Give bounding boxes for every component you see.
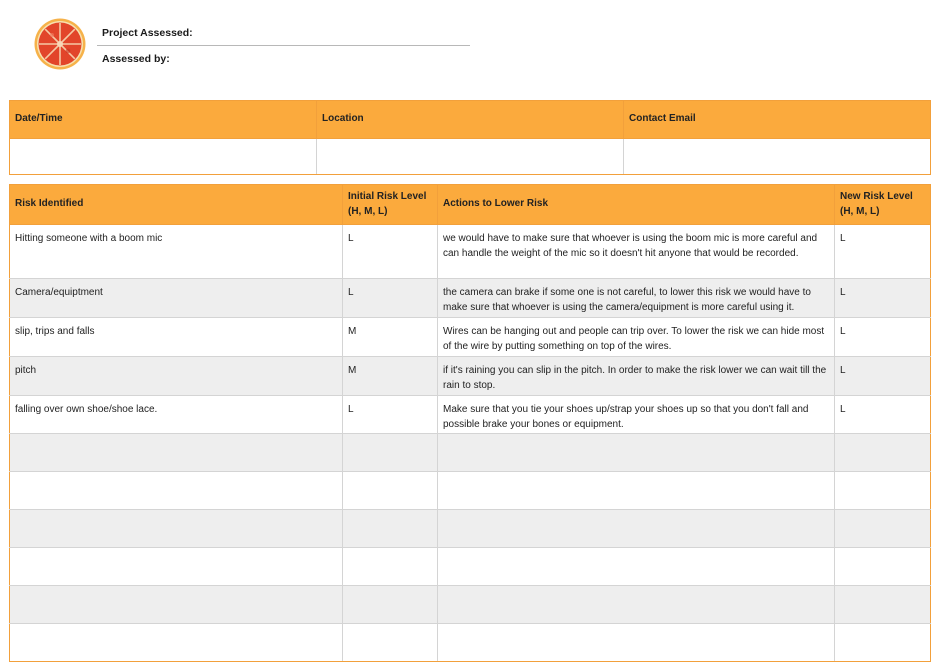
actions-cell[interactable]: Make sure that you tie your shoes up/strap your shoes up so that you don't fall and possible brake your bones or equipment.	[438, 396, 835, 434]
risk-cell[interactable]: Camera/equiptment	[10, 279, 343, 318]
initial-risk-level-header	[343, 185, 438, 225]
risk-cell[interactable]: Hitting someone with a boom mic	[10, 225, 343, 279]
actions-cell[interactable]: we would have to make sure that whoever is using the boom mic is more careful and can handle the weight of the mic so it doesn't hit anyone that would be recorded.	[438, 225, 835, 279]
info-table-row	[10, 139, 931, 175]
new-level-cell[interactable]	[835, 472, 931, 510]
risk-table-header	[10, 185, 931, 225]
table-row	[10, 586, 931, 624]
info-table-header	[10, 101, 931, 139]
table-row	[10, 279, 931, 318]
initial-level-cell[interactable]: M	[343, 318, 438, 357]
new-level-cell[interactable]	[835, 548, 931, 586]
header-divider	[97, 45, 470, 46]
risk-cell[interactable]	[10, 548, 343, 586]
new-risk-level-header-line2: (H, M, L)	[840, 205, 880, 217]
info-table	[9, 100, 931, 175]
assessed-by-label: Assessed by:	[102, 53, 170, 65]
new-level-cell[interactable]: L	[835, 318, 931, 357]
risk-cell[interactable]	[10, 510, 343, 548]
new-level-cell[interactable]: L	[835, 396, 931, 434]
initial-level-cell[interactable]: M	[343, 357, 438, 396]
date-time-cell[interactable]	[10, 139, 317, 175]
new-level-cell[interactable]: L	[835, 357, 931, 396]
table-row	[10, 225, 931, 279]
initial-level-cell[interactable]	[343, 548, 438, 586]
initial-risk-level-header-line2: (H, M, L)	[348, 205, 388, 217]
initial-level-cell[interactable]	[343, 586, 438, 624]
date-time-header: Date/Time	[10, 101, 317, 139]
new-level-cell[interactable]: L	[835, 225, 931, 279]
actions-cell[interactable]	[438, 624, 835, 662]
contact-email-header: Contact Email	[624, 101, 931, 139]
table-row	[10, 548, 931, 586]
table-row	[10, 318, 931, 357]
initial-level-cell[interactable]	[343, 624, 438, 662]
table-row	[10, 434, 931, 472]
risk-cell[interactable]	[10, 472, 343, 510]
initial-level-cell[interactable]	[343, 434, 438, 472]
risk-cell[interactable]: pitch	[10, 357, 343, 396]
risk-cell[interactable]: slip, trips and falls	[10, 318, 343, 357]
new-risk-level-header	[835, 185, 931, 225]
initial-level-cell[interactable]: L	[343, 225, 438, 279]
actions-cell[interactable]	[438, 510, 835, 548]
table-row	[10, 472, 931, 510]
actions-cell[interactable]: if it's raining you can slip in the pitch. In order to make the risk lower we can wait till the rain to stop.	[438, 357, 835, 396]
initial-level-cell[interactable]: L	[343, 279, 438, 318]
actions-header: Actions to Lower Risk	[438, 185, 835, 225]
actions-cell[interactable]	[438, 586, 835, 624]
risk-table	[9, 184, 931, 662]
new-level-cell[interactable]: L	[835, 279, 931, 318]
actions-cell[interactable]: the camera can brake if some one is not careful, to lower this risk we would have to make sure that whoever is using the camera/equipment is more careful using it.	[438, 279, 835, 318]
risk-cell[interactable]	[10, 434, 343, 472]
contact-email-cell[interactable]	[624, 139, 931, 175]
actions-cell[interactable]	[438, 472, 835, 510]
project-assessed-label: Project Assessed:	[102, 27, 193, 39]
location-header: Location	[317, 101, 624, 139]
initial-level-cell[interactable]	[343, 472, 438, 510]
actions-cell[interactable]	[438, 548, 835, 586]
actions-cell[interactable]	[438, 434, 835, 472]
risk-cell[interactable]	[10, 624, 343, 662]
new-level-cell[interactable]	[835, 434, 931, 472]
initial-risk-level-header-line1: Initial Risk Level	[348, 191, 427, 202]
risk-identified-header: Risk Identified	[10, 185, 343, 225]
table-row	[10, 510, 931, 548]
initial-level-cell[interactable]: L	[343, 396, 438, 434]
location-cell[interactable]	[317, 139, 624, 175]
new-level-cell[interactable]	[835, 624, 931, 662]
table-row	[10, 396, 931, 434]
new-risk-level-header-line1: New Risk Level	[840, 191, 913, 202]
actions-cell[interactable]: Wires can be hanging out and people can trip over. To lower the risk we can hide most of the wire by putting something on top of the wires.	[438, 318, 835, 357]
new-level-cell[interactable]	[835, 510, 931, 548]
new-level-cell[interactable]	[835, 586, 931, 624]
grapefruit-logo-icon	[34, 18, 86, 70]
initial-level-cell[interactable]	[343, 510, 438, 548]
table-row	[10, 357, 931, 396]
risk-cell[interactable]: falling over own shoe/shoe lace.	[10, 396, 343, 434]
risk-cell[interactable]	[10, 586, 343, 624]
table-row	[10, 624, 931, 662]
